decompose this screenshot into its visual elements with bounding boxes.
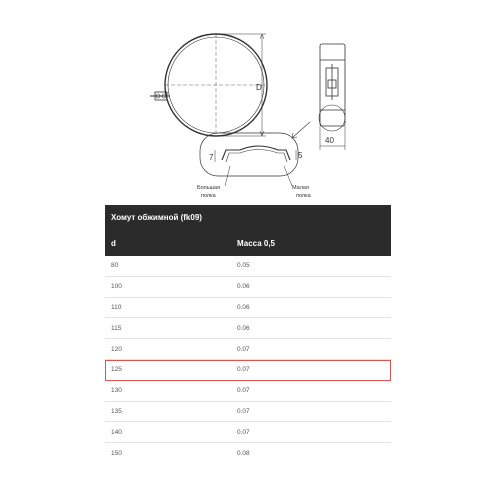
dim-d-label: D xyxy=(256,83,262,92)
cell-d: 150 xyxy=(111,450,122,458)
table-row xyxy=(105,277,391,298)
label-small-line2: полка xyxy=(296,193,311,199)
table-row xyxy=(105,256,391,277)
cell-mass: 0.08 xyxy=(237,450,250,458)
cell-d: 100 xyxy=(111,283,122,291)
cell-mass: 0.06 xyxy=(237,324,250,332)
cell-mass: 0.06 xyxy=(237,283,250,291)
cell-d: 115 xyxy=(111,324,122,332)
dim-40-label: 40 xyxy=(325,136,334,145)
cell-mass: 0.07 xyxy=(237,366,250,374)
cell-d: 140 xyxy=(111,428,122,436)
detail-leader xyxy=(292,122,310,138)
dim-7-label: 7 xyxy=(209,153,214,162)
table-row xyxy=(105,422,391,443)
cell-d: 130 xyxy=(111,387,122,395)
table-row xyxy=(105,381,391,402)
cell-d: 120 xyxy=(111,345,122,353)
table-header-row xyxy=(105,230,391,256)
clamp-detail-view xyxy=(200,133,298,186)
cell-mass: 0.05 xyxy=(237,262,250,270)
table-row xyxy=(105,298,391,319)
cell-d: 135 xyxy=(111,407,122,415)
cell-mass: 0.07 xyxy=(237,428,250,436)
cell-d: 110 xyxy=(111,303,122,311)
cell-mass: 0.07 xyxy=(237,407,250,415)
table-row xyxy=(105,402,391,423)
cell-mass: 0.06 xyxy=(237,303,250,311)
clamp-side-view xyxy=(319,44,345,131)
col-header-d: d xyxy=(111,238,116,248)
label-small-line1: Малая xyxy=(292,185,309,191)
table-title: Хомут обжимной (fk09) xyxy=(105,205,391,230)
table-row xyxy=(105,318,391,339)
clamp-drawing xyxy=(0,0,500,205)
table-body xyxy=(105,256,391,464)
label-big-line1: Большая xyxy=(197,185,221,191)
cell-mass: 0.07 xyxy=(237,345,250,353)
table-row-highlighted xyxy=(105,360,391,381)
clamp-front-view xyxy=(150,34,267,136)
table-row xyxy=(105,339,391,360)
dim-5-label: 5 xyxy=(298,151,303,160)
cell-mass: 0.07 xyxy=(237,387,250,395)
cell-d: 125 xyxy=(111,366,122,374)
mass-table xyxy=(105,205,391,464)
table-row xyxy=(105,443,391,464)
cell-d: 80 xyxy=(111,262,119,270)
col-header-mass: Масса 0,5 xyxy=(237,238,275,248)
label-big-line2: полка xyxy=(201,193,216,199)
